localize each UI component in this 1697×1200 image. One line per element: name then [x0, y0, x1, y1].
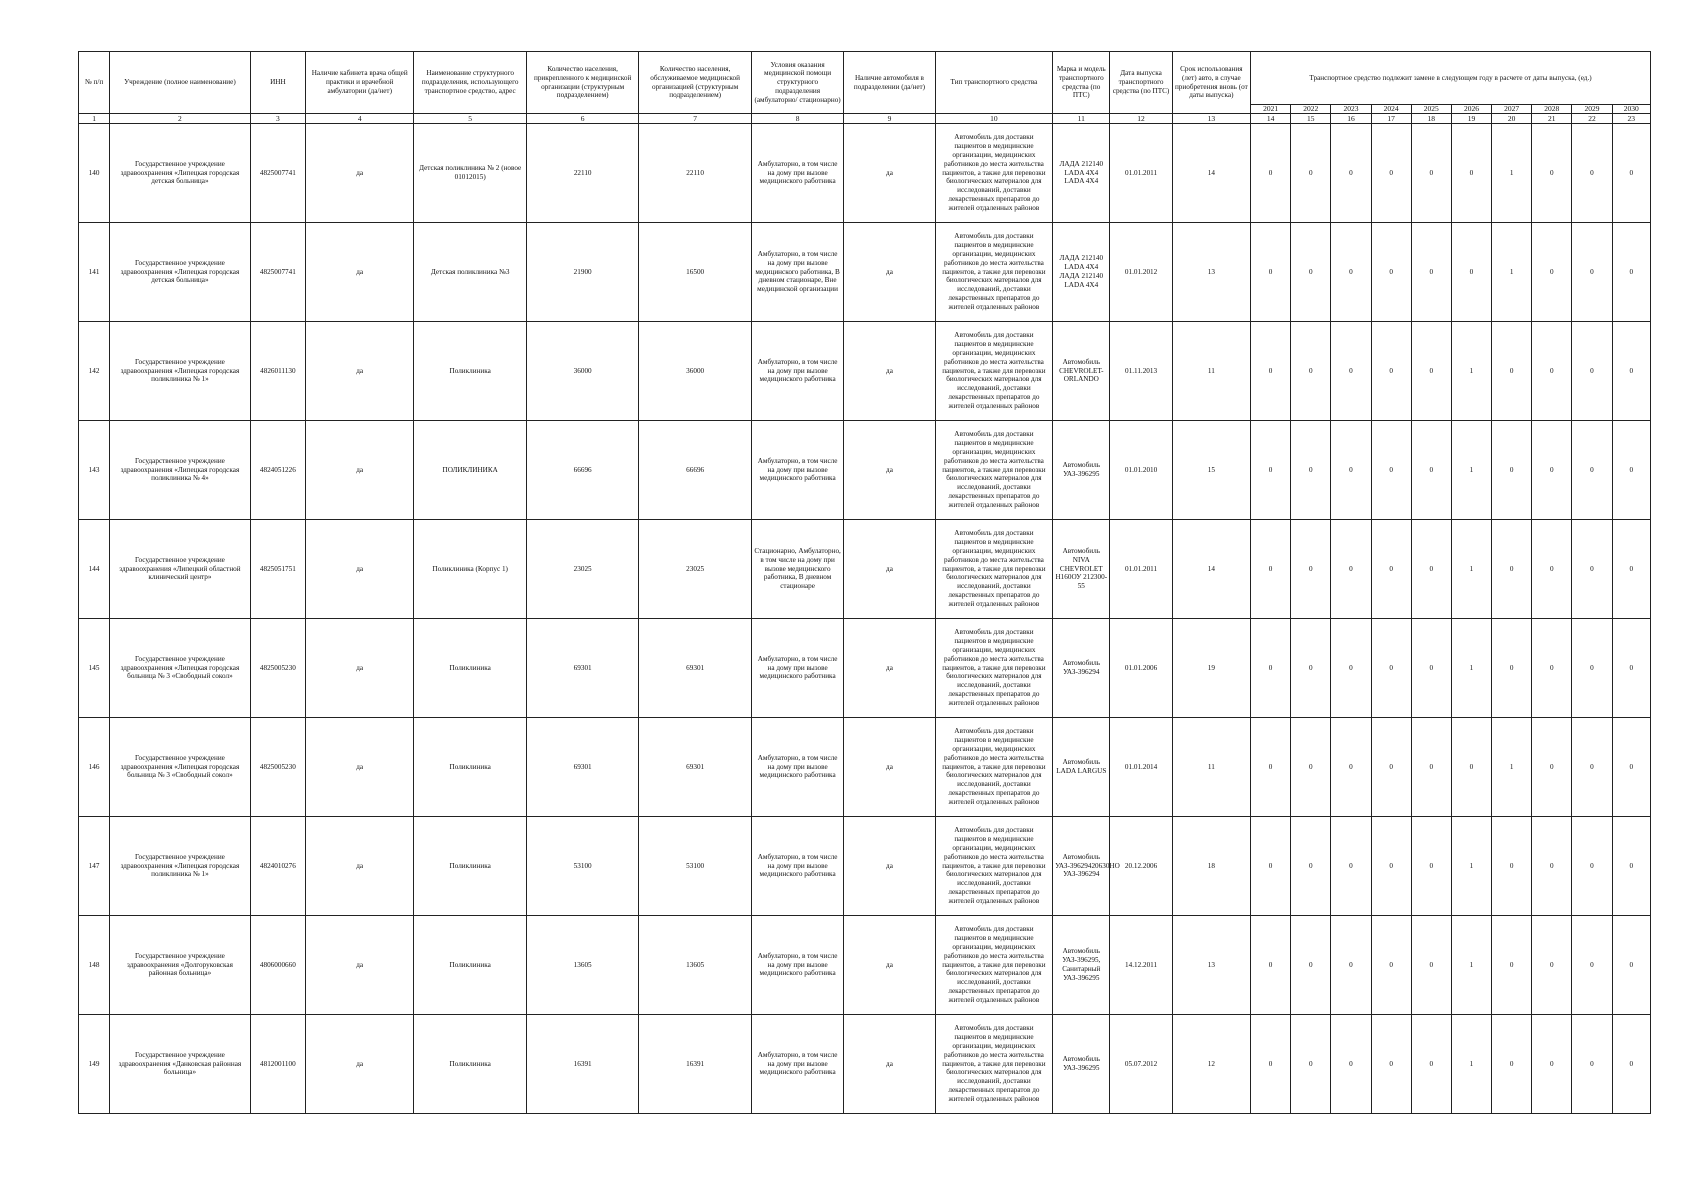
replacement-count: 0	[1532, 322, 1572, 421]
usage-years: 14	[1172, 520, 1250, 619]
car-available: да	[844, 421, 935, 520]
served-population: 16500	[639, 223, 751, 322]
replacement-count: 1	[1451, 916, 1491, 1015]
replacement-count: 0	[1532, 421, 1572, 520]
table-row	[79, 718, 1651, 817]
usage-years: 15	[1172, 421, 1250, 520]
replacement-count: 0	[1532, 124, 1572, 223]
replacement-count: 1	[1451, 421, 1491, 520]
vehicle-type: Автомобиль для доставки пациентов в медицинские организации, медицинских работников до места жительства пациентов, а также для перевозки биологических материалов для исследований, доставки лекарственных препаратов до жителей отдаленных районов	[935, 619, 1053, 718]
column-number: 10	[935, 114, 1053, 124]
vehicle-type: Автомобиль для доставки пациентов в медицинские организации, медицинских работников до места жительства пациентов, а также для перевозки биологических материалов для исследований, доставки лекарственных препаратов до жителей отдаленных районов	[935, 223, 1053, 322]
table-row	[79, 421, 1651, 520]
replacement-count: 0	[1572, 124, 1612, 223]
replacement-count: 0	[1291, 223, 1331, 322]
replacement-count: 0	[1251, 421, 1291, 520]
row-number: 149	[79, 1015, 110, 1114]
gp-office: да	[305, 1015, 413, 1114]
column-number: 22	[1572, 114, 1612, 124]
table-row	[79, 619, 1651, 718]
vehicle-model: ЛАДА 212140 LADA 4X4 ЛАДА 212140 LADA 4X4	[1053, 223, 1110, 322]
replacement-count: 0	[1371, 817, 1411, 916]
vehicle-type: Автомобиль для доставки пациентов в медицинские организации, медицинских работников до места жительства пациентов, а также для перевозки биологических материалов для исследований, доставки лекарственных препаратов до жителей отдаленных районов	[935, 1015, 1053, 1114]
replacement-count: 0	[1492, 421, 1532, 520]
year-header: 2026	[1451, 105, 1491, 114]
department: Поликлиника (Корпус 1)	[414, 520, 526, 619]
year-header: 2024	[1371, 105, 1411, 114]
column-header: Учреждение (полное наименование)	[110, 52, 251, 114]
replacement-count: 0	[1251, 718, 1291, 817]
replacement-count: 0	[1371, 421, 1411, 520]
column-header: Дата выпуска транспортного средства (по ПТС)	[1110, 52, 1172, 114]
replacement-count: 0	[1411, 619, 1451, 718]
gp-office: да	[305, 817, 413, 916]
column-header: Наименование структурного подразделения, использующего транспортное средство, адрес	[414, 52, 526, 114]
care-conditions: Амбулаторно, в том числе на дому при вызове медицинского работника	[751, 124, 843, 223]
institution-name: Государственное учреждение здравоохранения «Липецкая городская поликлиника № 1»	[110, 817, 251, 916]
release-date: 01.01.2012	[1110, 223, 1172, 322]
replacement-count: 0	[1291, 619, 1331, 718]
vehicle-model: Автомобиль УАЗ-396295	[1053, 421, 1110, 520]
vehicle-type: Автомобиль для доставки пациентов в медицинские организации, медицинских работников до места жительства пациентов, а также для перевозки биологических материалов для исследований, доставки лекарственных препаратов до жителей отдаленных районов	[935, 322, 1053, 421]
column-header: Наличие автомобиля в подразделении (да/нет)	[844, 52, 935, 114]
table-row	[79, 322, 1651, 421]
replacement-count: 0	[1572, 916, 1612, 1015]
column-number: 14	[1251, 114, 1291, 124]
institution-name: Государственное учреждение здравоохранения «Липецкий областной клинический центр»	[110, 520, 251, 619]
replacement-count: 0	[1251, 520, 1291, 619]
inn: 4824051226	[250, 421, 305, 520]
column-header: № п/п	[79, 52, 110, 114]
inn: 4825007741	[250, 124, 305, 223]
release-date: 01.11.2013	[1110, 322, 1172, 421]
car-available: да	[844, 322, 935, 421]
gp-office: да	[305, 322, 413, 421]
release-date: 20.12.2006	[1110, 817, 1172, 916]
year-header: 2028	[1532, 105, 1572, 114]
replacement-group-header: Транспортное средство подлежит замене в следующем году в расчете от даты выпуска, (ед.)	[1251, 52, 1651, 105]
replacement-count: 0	[1371, 223, 1411, 322]
column-number: 11	[1053, 114, 1110, 124]
column-header: ИНН	[250, 52, 305, 114]
row-number: 147	[79, 817, 110, 916]
row-number: 143	[79, 421, 110, 520]
replacement-count: 1	[1451, 817, 1491, 916]
year-header: 2021	[1251, 105, 1291, 114]
column-number: 9	[844, 114, 935, 124]
year-header: 2030	[1612, 105, 1650, 114]
replacement-count: 0	[1612, 718, 1650, 817]
served-population: 69301	[639, 619, 751, 718]
replacement-count: 0	[1371, 916, 1411, 1015]
car-available: да	[844, 124, 935, 223]
vehicle-model: Автомобиль LADA LARGUS	[1053, 718, 1110, 817]
gp-office: да	[305, 520, 413, 619]
replacement-count: 0	[1411, 322, 1451, 421]
replacement-count: 0	[1572, 817, 1612, 916]
served-population: 36000	[639, 322, 751, 421]
replacement-count: 0	[1612, 1015, 1650, 1114]
gp-office: да	[305, 421, 413, 520]
usage-years: 11	[1172, 718, 1250, 817]
row-number: 141	[79, 223, 110, 322]
replacement-count: 0	[1572, 322, 1612, 421]
replacement-count: 0	[1612, 520, 1650, 619]
usage-years: 14	[1172, 124, 1250, 223]
replacement-count: 0	[1451, 124, 1491, 223]
care-conditions: Амбулаторно, в том числе на дому при вызове медицинского работника	[751, 718, 843, 817]
replacement-count: 0	[1291, 520, 1331, 619]
department: Поликлиника	[414, 1015, 526, 1114]
usage-years: 18	[1172, 817, 1250, 916]
replacement-count: 0	[1331, 520, 1371, 619]
vehicle-replacement-table	[78, 51, 1651, 1114]
row-number: 142	[79, 322, 110, 421]
served-population: 66696	[639, 421, 751, 520]
row-number: 146	[79, 718, 110, 817]
column-number: 8	[751, 114, 843, 124]
attached-population: 53100	[526, 817, 638, 916]
inn: 4825005230	[250, 619, 305, 718]
attached-population: 66696	[526, 421, 638, 520]
row-number: 140	[79, 124, 110, 223]
gp-office: да	[305, 718, 413, 817]
vehicle-model: Автомобиль NIVA CHEVROLET Н160ОУ 212300-55	[1053, 520, 1110, 619]
replacement-count: 0	[1572, 619, 1612, 718]
year-header: 2027	[1492, 105, 1532, 114]
inn: 4806000660	[250, 916, 305, 1015]
table-row	[79, 223, 1651, 322]
vehicle-type: Автомобиль для доставки пациентов в медицинские организации, медицинских работников до места жительства пациентов, а также для перевозки биологических материалов для исследований, доставки лекарственных препаратов до жителей отдаленных районов	[935, 718, 1053, 817]
institution-name: Государственное учреждение здравоохранения «Липецкая городская больница № 3 «Свободный сокол»	[110, 619, 251, 718]
release-date: 01.01.2010	[1110, 421, 1172, 520]
vehicle-model: Автомобиль УАЗ-39629420630НО УАЗ-396294	[1053, 817, 1110, 916]
vehicle-model: Автомобиль УАЗ-396295	[1053, 1015, 1110, 1114]
inn: 4825007741	[250, 223, 305, 322]
replacement-count: 0	[1251, 322, 1291, 421]
replacement-count: 0	[1411, 124, 1451, 223]
institution-name: Государственное учреждение здравоохранения «Липецкая городская поликлиника № 4»	[110, 421, 251, 520]
replacement-count: 0	[1331, 124, 1371, 223]
usage-years: 19	[1172, 619, 1250, 718]
column-header: Марка и модель транспортного средства (по ПТС)	[1053, 52, 1110, 114]
replacement-count: 0	[1532, 916, 1572, 1015]
replacement-count: 0	[1612, 619, 1650, 718]
replacement-count: 0	[1492, 1015, 1532, 1114]
care-conditions: Стационарно, Амбулаторно, в том числе на дому при вызове медицинского работника, В дневном стационаре	[751, 520, 843, 619]
year-header: 2025	[1411, 105, 1451, 114]
department: Поликлиника	[414, 322, 526, 421]
department: Поликлиника	[414, 619, 526, 718]
replacement-count: 0	[1411, 718, 1451, 817]
replacement-count: 0	[1492, 619, 1532, 718]
replacement-count: 0	[1291, 322, 1331, 421]
attached-population: 16391	[526, 1015, 638, 1114]
replacement-count: 0	[1532, 817, 1572, 916]
vehicle-model: Автомобиль УАЗ-396294	[1053, 619, 1110, 718]
column-number: 2	[110, 114, 251, 124]
gp-office: да	[305, 223, 413, 322]
gp-office: да	[305, 124, 413, 223]
attached-population: 22110	[526, 124, 638, 223]
car-available: да	[844, 817, 935, 916]
replacement-count: 0	[1251, 817, 1291, 916]
replacement-count: 0	[1532, 223, 1572, 322]
column-header: Условия оказания медицинской помощи структурного подразделения (амбулаторно/ стационарно)	[751, 52, 843, 114]
row-number: 144	[79, 520, 110, 619]
replacement-count: 0	[1572, 421, 1612, 520]
attached-population: 69301	[526, 619, 638, 718]
replacement-count: 1	[1451, 1015, 1491, 1114]
care-conditions: Амбулаторно, в том числе на дому при вызове медицинского работника, В дневном стационаре, Вне медицинской организации	[751, 223, 843, 322]
replacement-count: 0	[1291, 916, 1331, 1015]
replacement-count: 0	[1331, 817, 1371, 916]
replacement-count: 0	[1492, 916, 1532, 1015]
replacement-count: 1	[1451, 520, 1491, 619]
vehicle-type: Автомобиль для доставки пациентов в медицинские организации, медицинских работников до места жительства пациентов, а также для перевозки биологических материалов для исследований, доставки лекарственных препаратов до жителей отдаленных районов	[935, 421, 1053, 520]
replacement-count: 0	[1331, 223, 1371, 322]
vehicle-type: Автомобиль для доставки пациентов в медицинские организации, медицинских работников до места жительства пациентов, а также для перевозки биологических материалов для исследований, доставки лекарственных препаратов до жителей отдаленных районов	[935, 916, 1053, 1015]
replacement-count: 0	[1572, 1015, 1612, 1114]
column-number: 23	[1612, 114, 1650, 124]
replacement-count: 0	[1612, 322, 1650, 421]
replacement-count: 1	[1451, 619, 1491, 718]
replacement-count: 0	[1291, 1015, 1331, 1114]
column-header: Количество населения, обслуживаемое медицинской организацией (структурным подразделением)	[639, 52, 751, 114]
column-numbers-row	[79, 114, 1651, 124]
replacement-count: 1	[1492, 124, 1532, 223]
replacement-count: 0	[1291, 124, 1331, 223]
table-row	[79, 817, 1651, 916]
attached-population: 36000	[526, 322, 638, 421]
replacement-count: 0	[1492, 817, 1532, 916]
column-header: Тип транспортного средства	[935, 52, 1053, 114]
replacement-count: 0	[1251, 916, 1291, 1015]
car-available: да	[844, 619, 935, 718]
replacement-count: 0	[1572, 223, 1612, 322]
replacement-count: 0	[1331, 421, 1371, 520]
column-number: 15	[1291, 114, 1331, 124]
replacement-count: 0	[1371, 124, 1411, 223]
replacement-count: 0	[1371, 322, 1411, 421]
column-number: 18	[1411, 114, 1451, 124]
table-body	[79, 124, 1651, 1114]
attached-population: 21900	[526, 223, 638, 322]
column-header: Количество населения, прикрепленного к медицинской организации (структурным подразделением)	[526, 52, 638, 114]
gp-office: да	[305, 619, 413, 718]
header-row	[79, 52, 1651, 105]
care-conditions: Амбулаторно, в том числе на дому при вызове медицинского работника	[751, 1015, 843, 1114]
column-number: 12	[1110, 114, 1172, 124]
care-conditions: Амбулаторно, в том числе на дому при вызове медицинского работника	[751, 421, 843, 520]
release-date: 14.12.2011	[1110, 916, 1172, 1015]
document-page	[78, 51, 1651, 1114]
served-population: 23025	[639, 520, 751, 619]
replacement-count: 0	[1612, 223, 1650, 322]
replacement-count: 0	[1251, 1015, 1291, 1114]
column-number: 13	[1172, 114, 1250, 124]
replacement-count: 0	[1532, 619, 1572, 718]
column-number: 6	[526, 114, 638, 124]
replacement-count: 0	[1492, 520, 1532, 619]
column-number: 5	[414, 114, 526, 124]
served-population: 53100	[639, 817, 751, 916]
care-conditions: Амбулаторно, в том числе на дому при вызове медицинского работника	[751, 619, 843, 718]
car-available: да	[844, 223, 935, 322]
column-number: 7	[639, 114, 751, 124]
replacement-count: 0	[1532, 718, 1572, 817]
release-date: 01.01.2006	[1110, 619, 1172, 718]
replacement-count: 0	[1251, 619, 1291, 718]
institution-name: Государственное учреждение здравоохранения «Липецкая городская поликлиника № 1»	[110, 322, 251, 421]
replacement-count: 0	[1411, 421, 1451, 520]
institution-name: Государственное учреждение здравоохранения «Липецкая городская детская больница»	[110, 223, 251, 322]
usage-years: 13	[1172, 916, 1250, 1015]
replacement-count: 0	[1612, 124, 1650, 223]
vehicle-model: Автомобиль CHEVROLET-ORLANDO	[1053, 322, 1110, 421]
car-available: да	[844, 718, 935, 817]
inn: 4826011130	[250, 322, 305, 421]
attached-population: 23025	[526, 520, 638, 619]
inn: 4824010276	[250, 817, 305, 916]
replacement-count: 0	[1451, 223, 1491, 322]
release-date: 05.07.2012	[1110, 1015, 1172, 1114]
attached-population: 13605	[526, 916, 638, 1015]
replacement-count: 0	[1411, 1015, 1451, 1114]
usage-years: 11	[1172, 322, 1250, 421]
inn: 4825051751	[250, 520, 305, 619]
usage-years: 13	[1172, 223, 1250, 322]
vehicle-type: Автомобиль для доставки пациентов в медицинские организации, медицинских работников до места жительства пациентов, а также для перевозки биологических материалов для исследований, доставки лекарственных препаратов до жителей отдаленных районов	[935, 817, 1053, 916]
release-date: 01.01.2011	[1110, 520, 1172, 619]
replacement-count: 0	[1572, 520, 1612, 619]
column-header: Срок использования (лет) авто, в случае приобретения вновь (от даты выпуска)	[1172, 52, 1250, 114]
vehicle-model: ЛАДА 212140 LADA 4X4 LADA 4X4	[1053, 124, 1110, 223]
column-number: 17	[1371, 114, 1411, 124]
year-header: 2022	[1291, 105, 1331, 114]
replacement-count: 0	[1451, 718, 1491, 817]
replacement-count: 0	[1612, 421, 1650, 520]
replacement-count: 0	[1411, 520, 1451, 619]
release-date: 01.01.2011	[1110, 124, 1172, 223]
replacement-count: 0	[1411, 817, 1451, 916]
care-conditions: Амбулаторно, в том числе на дому при вызове медицинского работника	[751, 322, 843, 421]
replacement-count: 0	[1251, 124, 1291, 223]
replacement-count: 0	[1331, 322, 1371, 421]
served-population: 13605	[639, 916, 751, 1015]
replacement-count: 0	[1492, 322, 1532, 421]
replacement-count: 0	[1371, 619, 1411, 718]
release-date: 01.01.2014	[1110, 718, 1172, 817]
column-number: 16	[1331, 114, 1371, 124]
replacement-count: 0	[1371, 520, 1411, 619]
column-number: 4	[305, 114, 413, 124]
department: Поликлиника	[414, 817, 526, 916]
vehicle-model: Автомобиль УАЗ-396295, Санитарный УАЗ-396295	[1053, 916, 1110, 1015]
department: ПОЛИКЛИНИКА	[414, 421, 526, 520]
column-header: Наличие кабинета врача общей практики и врачебной амбулатории (да/нет)	[305, 52, 413, 114]
served-population: 69301	[639, 718, 751, 817]
replacement-count: 0	[1371, 1015, 1411, 1114]
vehicle-type: Автомобиль для доставки пациентов в медицинские организации, медицинских работников до места жительства пациентов, а также для перевозки биологических материалов для исследований, доставки лекарственных препаратов до жителей отдаленных районов	[935, 124, 1053, 223]
served-population: 22110	[639, 124, 751, 223]
institution-name: Государственное учреждение здравоохранения «Липецкая городская больница № 3 «Свободный сокол»	[110, 718, 251, 817]
replacement-count: 0	[1291, 718, 1331, 817]
column-number: 1	[79, 114, 110, 124]
row-number: 145	[79, 619, 110, 718]
vehicle-type: Автомобиль для доставки пациентов в медицинские организации, медицинских работников до места жительства пациентов, а также для перевозки биологических материалов для исследований, доставки лекарственных препаратов до жителей отдаленных районов	[935, 520, 1053, 619]
year-header: 2029	[1572, 105, 1612, 114]
department: Детская поликлиника №3	[414, 223, 526, 322]
replacement-count: 0	[1331, 916, 1371, 1015]
column-number: 20	[1492, 114, 1532, 124]
care-conditions: Амбулаторно, в том числе на дому при вызове медицинского работника	[751, 817, 843, 916]
replacement-count: 1	[1451, 322, 1491, 421]
replacement-count: 0	[1291, 421, 1331, 520]
department: Детская поликлиника № 2 (новое 01012015)	[414, 124, 526, 223]
replacement-count: 0	[1331, 619, 1371, 718]
column-number: 21	[1532, 114, 1572, 124]
column-number: 3	[250, 114, 305, 124]
inn: 4825005230	[250, 718, 305, 817]
replacement-count: 0	[1612, 916, 1650, 1015]
department: Поликлиника	[414, 916, 526, 1015]
replacement-count: 0	[1572, 718, 1612, 817]
replacement-count: 1	[1492, 223, 1532, 322]
replacement-count: 0	[1371, 718, 1411, 817]
attached-population: 69301	[526, 718, 638, 817]
replacement-count: 0	[1411, 916, 1451, 1015]
table-row	[79, 520, 1651, 619]
replacement-count: 1	[1492, 718, 1532, 817]
replacement-count: 0	[1331, 718, 1371, 817]
replacement-count: 0	[1532, 1015, 1572, 1114]
car-available: да	[844, 1015, 935, 1114]
table-row	[79, 916, 1651, 1015]
department: Поликлиника	[414, 718, 526, 817]
care-conditions: Амбулаторно, в том числе на дому при вызове медицинского работника	[751, 916, 843, 1015]
replacement-count: 0	[1251, 223, 1291, 322]
replacement-count: 0	[1331, 1015, 1371, 1114]
served-population: 16391	[639, 1015, 751, 1114]
replacement-count: 0	[1411, 223, 1451, 322]
row-number: 148	[79, 916, 110, 1015]
replacement-count: 0	[1291, 817, 1331, 916]
table-row	[79, 124, 1651, 223]
column-number: 19	[1451, 114, 1491, 124]
institution-name: Государственное учреждение здравоохранения «Липецкая городская детская больница»	[110, 124, 251, 223]
gp-office: да	[305, 916, 413, 1015]
institution-name: Государственное учреждение здравоохранения «Данковская районная больница»	[110, 1015, 251, 1114]
car-available: да	[844, 520, 935, 619]
year-header: 2023	[1331, 105, 1371, 114]
replacement-count: 0	[1612, 817, 1650, 916]
institution-name: Государственное учреждение здравоохранения «Долгоруковская районная больница»	[110, 916, 251, 1015]
replacement-count: 0	[1532, 520, 1572, 619]
inn: 4812001100	[250, 1015, 305, 1114]
car-available: да	[844, 916, 935, 1015]
table-row	[79, 1015, 1651, 1114]
usage-years: 12	[1172, 1015, 1250, 1114]
